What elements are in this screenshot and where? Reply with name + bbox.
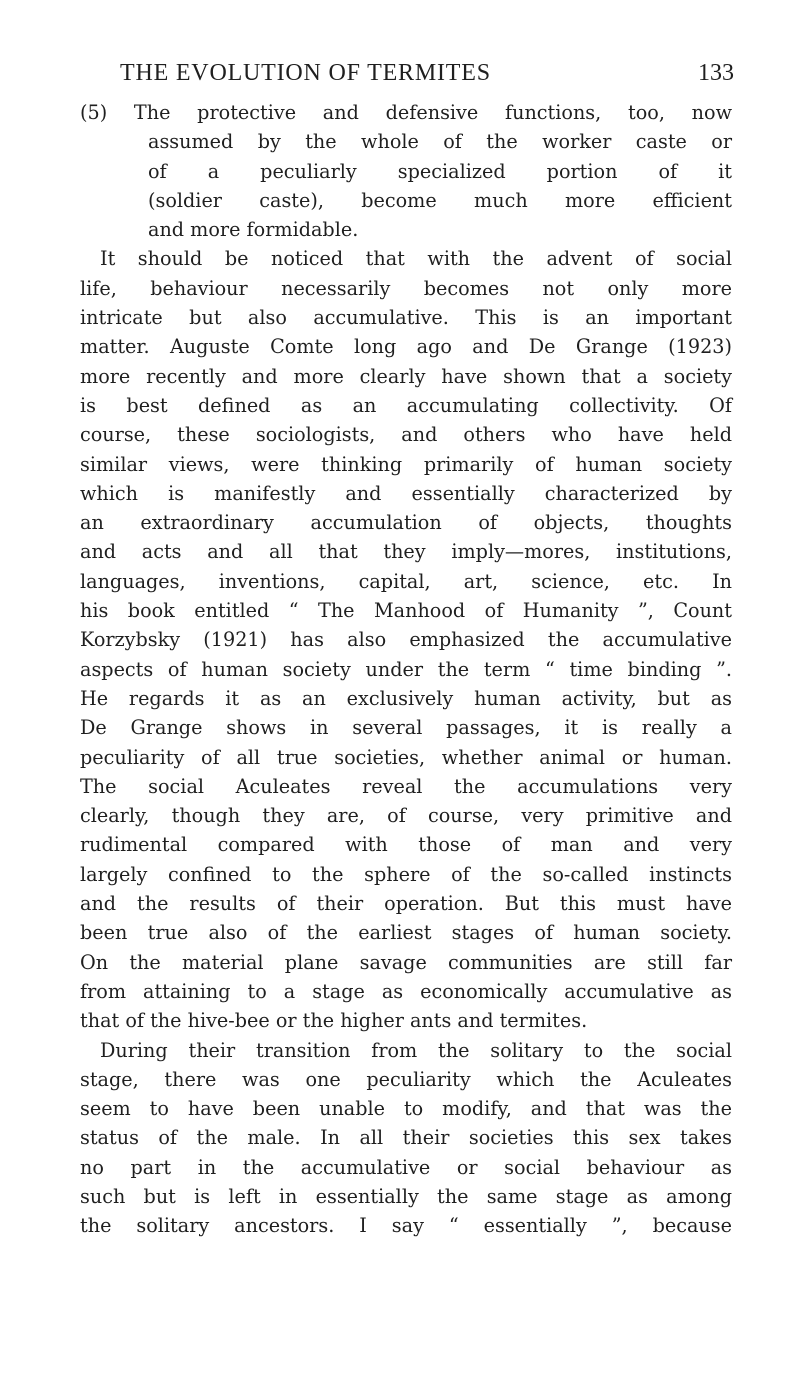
text-line: (5) The protective and defensive functions, too, now — [80, 101, 732, 124]
text-line: stage, there was one peculiarity which the Aculeates — [80, 1067, 732, 1091]
text-line: rudimental compared with those of man and very — [80, 833, 732, 857]
text-line: (soldier caste), become much more efficient — [148, 188, 732, 212]
text-line: intricate but also accumulative. This is an important — [80, 306, 732, 330]
text-line: from attaining to a stage as economically accumulative as — [80, 979, 732, 1003]
running-title: THE EVOLUTION OF TERMITES — [120, 60, 491, 86]
text-line: the solitary ancestors. I say “ essentially ”, because — [80, 1214, 732, 1238]
running-head — [120, 58, 734, 88]
text-line: which is manifestly and essentially characterized by — [80, 481, 732, 505]
text-line: an extraordinary accumulation of objects, thoughts — [80, 511, 732, 535]
text-line: is best defined as an accumulating collectivity. Of — [80, 393, 732, 417]
text-line: and acts and all that they imply—mores, institutions, — [80, 540, 732, 564]
text-line: status of the male. In all their societies this sex takes — [80, 1126, 732, 1150]
text-line: his book entitled “ The Manhood of Humanity ”, Count — [80, 599, 732, 623]
text-line: peculiarity of all true societies, whether animal or human. — [80, 745, 732, 769]
page-number: 133 — [698, 60, 734, 86]
text-line: similar views, were thinking primarily of human society — [80, 452, 732, 476]
text-line: languages, inventions, capital, art, science, etc. In — [80, 569, 732, 593]
text-line: De Grange shows in several passages, it is really a — [80, 716, 732, 740]
text-line: that of the hive-bee or the higher ants and termites. — [80, 1009, 588, 1033]
text-line: clearly, though they are, of course, very primitive and — [80, 804, 732, 828]
text-line: been true also of the earliest stages of human society. — [80, 921, 732, 945]
text-line: assumed by the whole of the worker caste or — [148, 130, 732, 154]
text-line: no part in the accumulative or social behaviour as — [80, 1155, 732, 1179]
body-text — [80, 98, 732, 1241]
text-line: During their transition from the solitary to the social — [100, 1038, 732, 1062]
paragraph — [80, 244, 732, 1035]
text-line: seem to have been unable to modify, and that was the — [80, 1097, 732, 1121]
text-line: of a peculiarly specialized portion of it — [148, 159, 732, 183]
list-item-5 — [80, 98, 732, 244]
text-line: and more formidable. — [148, 218, 359, 242]
text-line: and the results of their operation. But this must have — [80, 892, 732, 916]
text-line: It should be noticed that with the advent of social — [100, 247, 732, 271]
text-line: On the material plane savage communities are still far — [80, 950, 732, 974]
text-line: He regards it as an exclusively human activity, but as — [80, 686, 732, 710]
paragraph — [80, 1036, 732, 1241]
text-line: more recently and more clearly have shown that a society — [80, 364, 732, 388]
text-line: The social Aculeates reveal the accumulations very — [80, 774, 732, 798]
text-line: matter. Auguste Comte long ago and De Grange (1923) — [80, 335, 732, 359]
text-line: largely confined to the sphere of the so-called instincts — [80, 862, 732, 886]
text-line: such but is left in essentially the same stage as among — [80, 1184, 732, 1208]
text-line: course, these sociologists, and others who have held — [80, 423, 732, 447]
text-line: aspects of human society under the term “ time binding ”. — [80, 657, 732, 681]
text-line: life, behaviour necessarily becomes not only more — [80, 276, 732, 300]
text-line: Korzybsky (1921) has also emphasized the accumulative — [80, 628, 732, 652]
